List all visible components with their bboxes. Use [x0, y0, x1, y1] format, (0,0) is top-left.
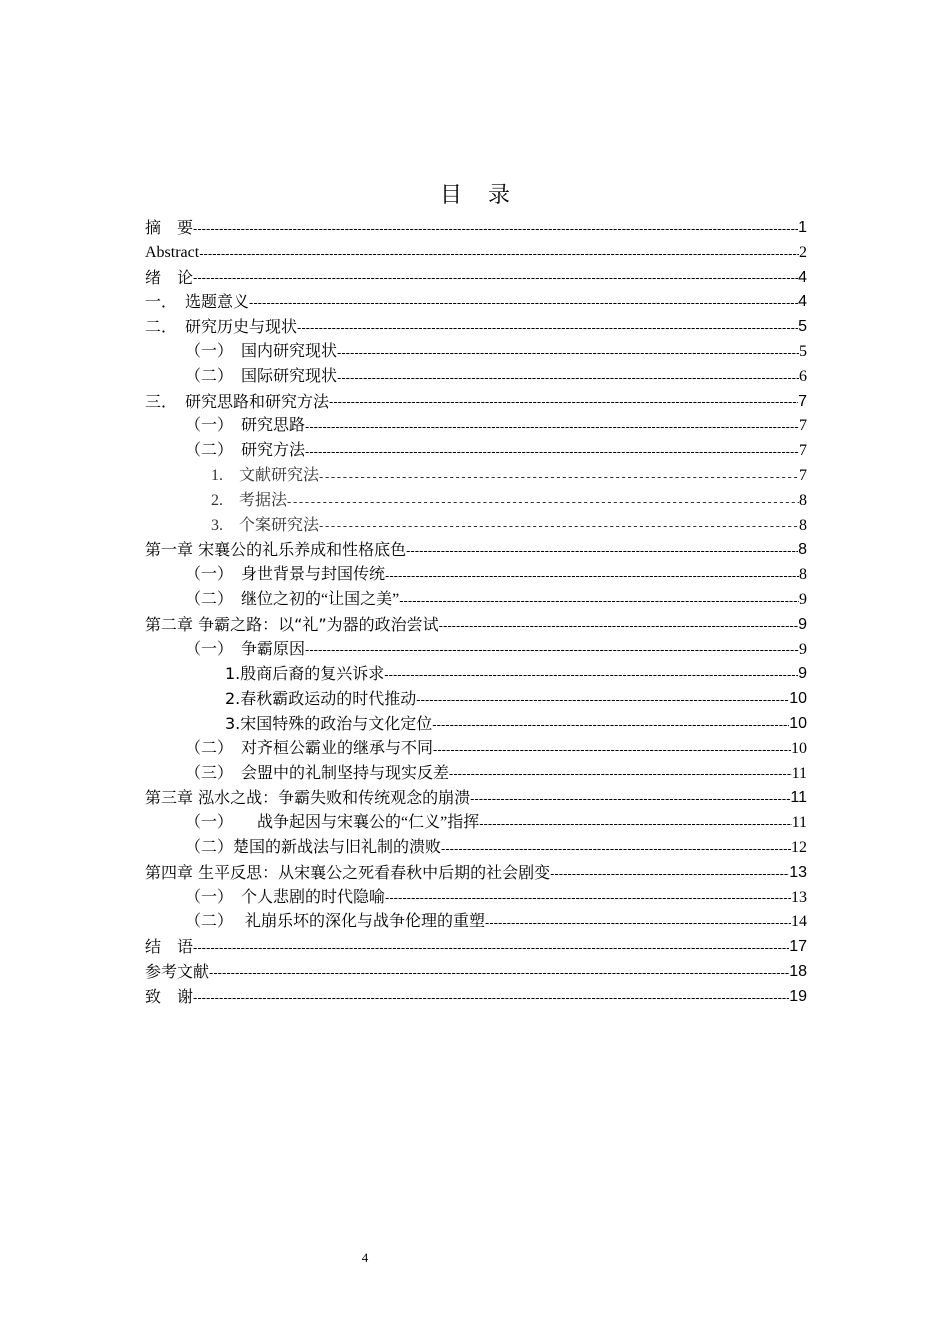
dot-leader [433, 740, 791, 760]
dot-leader [385, 566, 799, 586]
dot-leader [249, 293, 798, 313]
dot-leader [193, 988, 789, 1008]
toc-entry-chapter-2-2[interactable]: （二） 对齐桓公霸业的继承与不同 ----- 10 [145, 737, 807, 762]
dot-leader [193, 219, 798, 239]
toc-entry-chapter-2-1[interactable]: （一） 争霸原因 ----- 9 [145, 638, 807, 663]
dot-leader [470, 789, 790, 809]
toc-title [0, 178, 950, 209]
dot-leader [193, 268, 798, 288]
toc-entry-section-1[interactable]: 一． 选题意义 ----- 4 [145, 290, 807, 315]
toc-entry-section-2-1[interactable]: （一） 国内研究现状 ----- 5 [145, 340, 807, 365]
toc-entry-chapter-3[interactable]: 第三章 泓水之战：争霸失败和传统观念的崩溃 ----- 11 [145, 786, 807, 811]
toc-entry-chapter-2-1-3[interactable]: 3.宋国特殊的政治与文化定位 ----- 10 [145, 712, 807, 737]
toc-entry-section-3-2[interactable]: （二） 研究方法 ----- 7 [145, 439, 807, 464]
dot-leader [329, 392, 798, 412]
toc-entry-chapter-2-1-1[interactable]: 1.殷商后裔的复兴诉求 ----- 9 [145, 662, 807, 687]
toc-entry-section-2-2[interactable]: （二） 国际研究现状 ----- 6 [145, 365, 807, 390]
toc-entry-chapter-1[interactable]: 第一章 宋襄公的礼乐养成和性格底色 ----- 8 [145, 538, 807, 563]
dot-leader [385, 888, 791, 908]
toc-entry-chapter-2-1-2[interactable]: 2.春秋霸政运动的时代推动 ----- 10 [145, 687, 807, 712]
toc-entry-chapter-3-2[interactable]: （二）楚国的新战法与旧礼制的溃败 ----- 12 [145, 836, 807, 861]
toc-entry-method-3[interactable]: 3. 个案研究法 ----- 8 [145, 514, 807, 539]
dot-leader [305, 417, 799, 437]
dot-leader [337, 343, 799, 363]
toc-entry-section-3-1[interactable]: （一） 研究思路 ----- 7 [145, 414, 807, 439]
toc-entry-section-3[interactable]: 三． 研究思路和研究方法 ----- 7 [145, 390, 807, 415]
page-number: 4 [361, 1250, 369, 1265]
dot-leader [399, 591, 799, 611]
dot-leader [209, 963, 789, 983]
toc-entry-chapter-1-2[interactable]: （二） 继位之初的“让国之美” ----- 9 [145, 588, 807, 613]
dot-leader [319, 467, 799, 487]
toc-entry-chapter-4-2[interactable]: （二） 礼崩乐坏的深化与战争伦理的重塑 ----- 14 [145, 910, 807, 935]
toc-entry-section-2[interactable]: 二． 研究历史与现状 ----- 5 [145, 315, 807, 340]
toc-entry-abstract-en[interactable]: Abstract ----- 2 [145, 241, 807, 266]
toc-entry-chapter-2[interactable]: 第二章 争霸之路：以“礼”为器的政治尝试 ----- 9 [145, 613, 807, 638]
toc-entry-acknowledgements[interactable]: 致 谢 ----- 19 [145, 985, 807, 1010]
toc-title-part2: 录 [488, 183, 511, 208]
dot-leader [199, 244, 799, 264]
dot-leader [384, 665, 798, 685]
toc-entry-abstract-cn[interactable]: 摘 要 ----- 1 [145, 216, 807, 241]
dot-leader [550, 864, 789, 884]
toc-entry-chapter-2-3[interactable]: （三） 会盟中的礼制坚持与现实反差 ----- 11 [145, 762, 807, 787]
dot-leader [416, 690, 789, 710]
dot-leader [305, 442, 799, 462]
dot-leader [287, 492, 799, 512]
toc-entry-references[interactable]: 参考文献 ----- 18 [145, 960, 807, 985]
dot-leader [297, 318, 798, 338]
toc-title-part1: 目 [439, 183, 462, 208]
dot-leader [305, 640, 799, 660]
dot-leader [337, 368, 799, 388]
dot-leader [441, 839, 791, 859]
dot-leader [479, 814, 791, 834]
toc-entry-chapter-1-1[interactable]: （一） 身世背景与封国传统 ----- 8 [145, 563, 807, 588]
dot-leader [406, 541, 798, 561]
dot-leader [193, 938, 789, 958]
toc-entry-chapter-4-1[interactable]: （一） 个人悲剧的时代隐喻 ----- 13 [145, 886, 807, 911]
dot-leader [319, 516, 799, 536]
toc-entry-chapter-3-1[interactable]: （一） 战争起因与宋襄公的“仁义”指挥 ----- 11 [145, 811, 807, 836]
table-of-contents [145, 216, 807, 1010]
dot-leader [485, 913, 791, 933]
toc-entry-conclusion[interactable]: 结 语 ----- 17 [145, 935, 807, 960]
dot-leader [439, 616, 798, 636]
dot-leader [432, 715, 789, 735]
toc-entry-chapter-4[interactable]: 第四章 生平反思：从宋襄公之死看春秋中后期的社会剧变 ----- 13 [145, 861, 807, 886]
dot-leader [449, 764, 792, 784]
toc-entry-introduction[interactable]: 绪 论 ----- 4 [145, 266, 807, 291]
toc-entry-method-1[interactable]: 1. 文献研究法 ----- 7 [145, 464, 807, 489]
toc-entry-method-2[interactable]: 2. 考据法 ----- 8 [145, 489, 807, 514]
